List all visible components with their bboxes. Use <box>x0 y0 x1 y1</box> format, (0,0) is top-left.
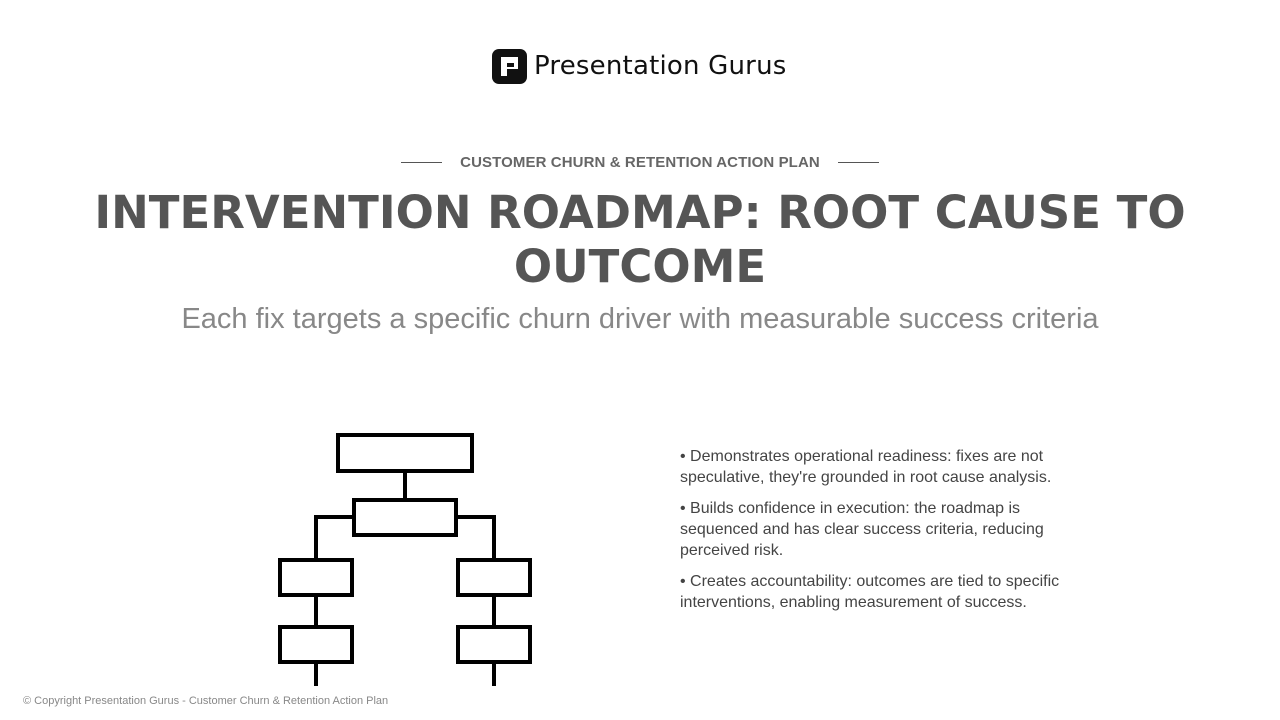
flowchart-middle-box <box>354 500 456 535</box>
eyebrow-rule-right <box>838 162 879 163</box>
page-subtitle: Each fix targets a specific churn driver with measurable success criteria <box>181 303 1099 335</box>
bullet-item: • Demonstrates operational readiness: fixes are not speculative, they're grounded in root cause analysis. <box>680 448 1052 486</box>
hierarchy-flowchart-icon <box>276 430 534 688</box>
page-title: INTERVENTION ROADMAP: ROOT CAUSE TO OUTCOME <box>94 186 1186 293</box>
brand-name: Presentation Gurus <box>534 51 787 81</box>
eyebrow <box>0 152 1280 172</box>
eyebrow-rule-left <box>401 162 442 163</box>
presentation-gurus-logo-icon <box>492 49 527 84</box>
flowchart-connector-right <box>456 517 494 560</box>
flowchart-right-box-1 <box>458 560 530 595</box>
footer-copyright: © Copyright Presentation Gurus - Customer Churn & Retention Action Plan <box>23 695 389 707</box>
flowchart-connector-left <box>316 517 354 560</box>
flowchart-left-box-2 <box>280 627 352 662</box>
bullet-item: • Creates accountability: outcomes are tied to specific interventions, enabling measurement of success. <box>680 573 1060 611</box>
brand-logo <box>492 48 787 84</box>
flowchart-right-box-2 <box>458 627 530 662</box>
eyebrow-label: CUSTOMER CHURN & RETENTION ACTION PLAN <box>460 153 820 171</box>
bullet-item: • Builds confidence in execution: the roadmap is sequenced and has clear success criteria, reducing perceived risk. <box>680 500 1044 559</box>
flowchart-left-box-1 <box>280 560 352 595</box>
bullet-list <box>680 446 1080 623</box>
flowchart-top-box <box>338 435 472 471</box>
